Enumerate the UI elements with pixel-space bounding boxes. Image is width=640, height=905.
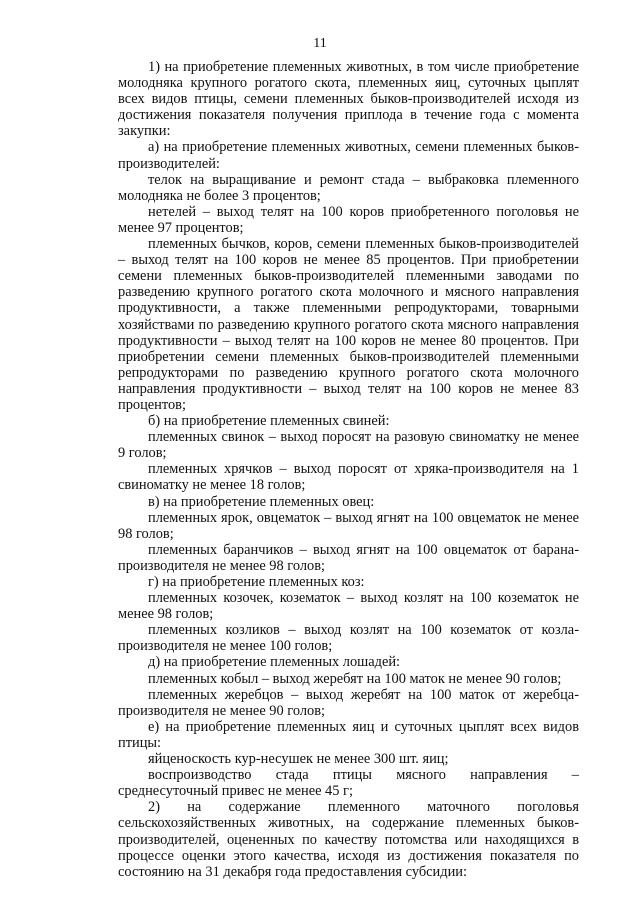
paragraph: племенных козликов – выход козлят на 100 козематок от козла-производителя не менее 100 голов; <box>118 622 579 655</box>
paragraph: яйценоскость кур-несушек не менее 300 шт. яиц; <box>148 751 449 768</box>
paragraph: телок на выращивание и ремонт стада – выбраковка племенного молодняка не более 3 процентов; <box>118 171 579 204</box>
paragraph: племенных хрячков – выход поросят от хряка-производителя на 1 свиноматку не менее 18 голов; <box>118 461 579 494</box>
paragraph: племенных баранчиков – выход ягнят на 100 овцематок от барана-производителя не менее 98 голов; <box>118 541 579 574</box>
paragraph: е) на приобретение племенных яиц и суточных цыплят всех видов птицы: <box>118 718 579 751</box>
paragraph: а) на приобретение племенных животных, семени племенных быков-производителей: <box>118 139 579 172</box>
document-body <box>118 59 579 880</box>
paragraph: племенных свинок – выход поросят на разовую свиноматку не менее 9 голов; <box>118 429 579 462</box>
paragraph: племенных кобыл – выход жеребят на 100 маток не менее 90 голов; <box>148 670 562 687</box>
paragraph: 1) на приобретение племенных животных, в том числе приобретение молодняка крупного рогатого скота, племенных яиц, суточных цыплят всех видов птицы, семени племенных быков-производителей исходя из достижения показателя получения приплода в течение года с момента закупки: <box>118 59 579 140</box>
paragraph: племенных жеребцов – выход жеребят на 100 маток от жеребца-производителя не менее 90 голов; <box>118 686 579 719</box>
paragraph: 2) на содержание племенного маточного поголовья сельскохозяйственных животных, на содержание племенных быков-производителей, оцененных по качеству потомства или находящихся в процессе оценки этого качества, исходя из достижения показателя по состоянию на 31 декабря года предоставления субсидии: <box>118 799 579 880</box>
paragraph: воспроизводство стада птицы мясного направления – среднесуточный привес не менее 45 г; <box>118 767 579 800</box>
paragraph: племенных козочек, козематок – выход козлят на 100 козематок не менее 98 голов; <box>118 590 579 623</box>
paragraph: племенных ярок, овцематок – выход ягнят на 100 овцематок не менее 98 голов; <box>118 509 579 542</box>
paragraph: племенных бычков, коров, семени племенных быков-производителей – выход телят на 100 коров не менее 85 процентов. При приобретении семени племенных быков-производителей племенными заводами по разведению крупного рогатого скота молочного и мясного направления продуктивности, а также племенными репродукторами, товарными хозяйствами по разведению крупного рогатого скота мясного направления продуктивности – выход телят на 100 коров не менее 80 процентов. При приобретении семени племенных быков-производителей племенными репродукторами по разведению крупного рогатого скота молочного направления продуктивности – выход телят на 100 коров не менее 83 процентов; <box>118 236 579 413</box>
paragraph: г) на приобретение племенных коз: <box>148 574 365 590</box>
paragraph: б) на приобретение племенных свиней: <box>148 413 390 430</box>
page-number: 11 <box>313 36 327 51</box>
paragraph: нетелей – выход телят на 100 коров приобретенного поголовья не менее 97 процентов; <box>118 203 579 236</box>
paragraph: в) на приобретение племенных овец: <box>148 493 375 510</box>
paragraph: д) на приобретение племенных лошадей: <box>148 654 401 671</box>
